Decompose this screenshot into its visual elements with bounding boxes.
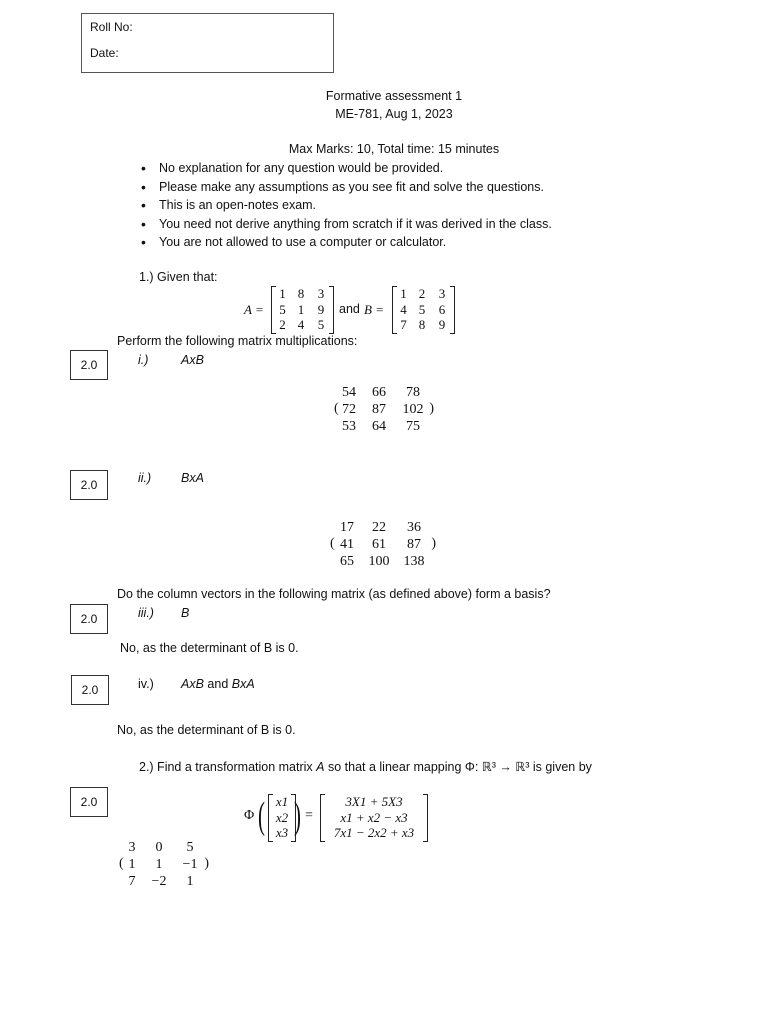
matrix-cell: 87 <box>407 537 421 552</box>
matrix-row <box>336 384 430 401</box>
vector-entry: x3 <box>275 825 289 840</box>
matrix-cell: 72 <box>342 402 356 417</box>
matrix-cell: 4 <box>297 317 305 332</box>
part-iv-number: iv.) <box>138 677 154 691</box>
mark-box-q1-iv: 2.0 <box>71 675 109 705</box>
matrix-row <box>121 856 205 873</box>
rule-item: • Please make any assumptions as you see fit and solve the questions. <box>138 178 698 197</box>
exam-title: Formative assessment 1 <box>325 89 463 103</box>
matrix-cell: 8 <box>418 317 426 332</box>
mark-box-q1-i: 2.0 <box>70 350 108 380</box>
matrix-b-label: B = <box>364 302 384 317</box>
part-i-number: i.) <box>138 353 149 367</box>
matrix-a <box>271 286 334 334</box>
matrix-cell: −1 <box>182 857 198 872</box>
paren-left: ( <box>334 401 339 416</box>
matrix-cell: 53 <box>342 419 356 434</box>
matrix-cell: 3 <box>438 286 446 301</box>
matrix-cell: 36 <box>407 520 421 535</box>
marks-time-line: Max Marks: 10, Total time: 15 minutes <box>288 142 500 156</box>
matrix-a-label: A = <box>244 302 264 317</box>
matrix-cell: 138 <box>403 554 425 569</box>
matrix-cell: 4 <box>400 301 407 317</box>
matrix-cell: 5 <box>418 301 426 317</box>
mark-box-q1-ii: 2.0 <box>70 470 108 500</box>
equals-sign: = <box>305 808 313 823</box>
q2-text-prefix: 2.) Find a transformation matrix <box>139 760 313 774</box>
matrix-cell: 3 <box>128 840 136 855</box>
student-info-box <box>81 13 334 73</box>
and-label: and <box>339 302 360 316</box>
big-paren-left: ( <box>258 795 265 837</box>
mark-box-q1-iii: 2.0 <box>70 604 108 634</box>
matrix-row <box>275 302 330 318</box>
matrix-cell: 66 <box>372 385 386 400</box>
matrix-cell: 87 <box>372 402 386 417</box>
rule-item: • This is an open-notes exam. <box>138 196 698 215</box>
paren-left: ( <box>330 536 335 551</box>
vector-entry: x2 <box>275 809 289 825</box>
matrix-cell: 1 <box>155 857 163 872</box>
paren-right: ) <box>429 401 434 416</box>
matrix-row <box>275 317 330 333</box>
matrix-cell: 2 <box>279 317 286 332</box>
course-date: ME-781, Aug 1, 2023 <box>335 107 453 121</box>
matrix-cell: 7 <box>128 874 136 889</box>
matrix-cell: 1 <box>297 301 305 317</box>
rule-item: • You need not derive anything from scratch if it was derived in the class. <box>138 215 698 234</box>
matrix-cell: 0 <box>155 840 163 855</box>
matrix-cell: 1 <box>400 286 407 301</box>
matrix-cell: 1 <box>128 857 136 872</box>
part-iii-label: B <box>181 606 190 620</box>
matrix-cell: 102 <box>402 402 424 417</box>
input-vector <box>268 794 296 842</box>
matrix-row <box>121 839 205 856</box>
rules-list <box>138 159 698 252</box>
part-iv-label-b: BxA <box>231 677 255 691</box>
matrix-b <box>392 286 455 334</box>
answer-matrix-i <box>330 384 440 438</box>
matrix-cell: 1 <box>279 286 286 301</box>
matrix-cell: 5 <box>186 840 194 855</box>
matrix-cell: 54 <box>342 385 356 400</box>
matrix-cell: 17 <box>340 520 354 535</box>
matrix-cell: 5 <box>279 301 286 317</box>
paren-right: ) <box>204 856 209 871</box>
answer-matrix-q2 <box>117 839 213 893</box>
mark-box-q2: 2.0 <box>70 787 108 817</box>
matrix-cell: 7 <box>400 317 407 332</box>
q2-text <box>139 759 592 774</box>
vector-entry: 3X1 + 5X3 <box>345 794 403 809</box>
matrix-row <box>332 536 432 553</box>
answer-matrix-ii <box>328 519 442 573</box>
matrix-cell: 2 <box>418 286 426 301</box>
matrix-row <box>336 418 430 435</box>
part-iii-answer: No, as the determinant of B is 0. <box>120 641 299 655</box>
paren-left: ( <box>119 856 124 871</box>
part-iv-and: and <box>207 677 229 691</box>
vector-entry: 7x1 − 2x2 + x3 <box>333 825 415 840</box>
matrix-cell: 75 <box>406 419 420 434</box>
big-paren-right: ) <box>294 795 301 837</box>
q1-instruction: Perform the following matrix multiplications: <box>117 334 358 348</box>
vector-entry: x1 + x2 − x3 <box>340 809 408 825</box>
q1-intro: 1.) Given that: <box>139 270 218 284</box>
matrix-cell: 65 <box>340 554 354 569</box>
matrix-cell: 9 <box>317 301 325 317</box>
q2-text-var: A <box>316 760 325 774</box>
matrix-cell: 9 <box>438 317 446 332</box>
matrix-cell: 6 <box>438 301 446 317</box>
matrix-row <box>396 317 451 333</box>
matrix-cell: 8 <box>297 286 305 301</box>
phi-symbol: Φ <box>244 808 255 823</box>
matrix-row <box>396 302 451 318</box>
matrix-row <box>332 519 432 536</box>
matrix-cell: 5 <box>317 317 325 332</box>
vector-entry: x1 <box>275 794 289 809</box>
matrix-row <box>396 286 451 302</box>
matrix-row <box>336 401 430 418</box>
matrix-cell: 3 <box>317 286 325 301</box>
q2-text-suffix: so that a linear mapping Φ: ℝ³ → ℝ³ is given by <box>327 760 592 774</box>
matrix-cell: 41 <box>340 537 354 552</box>
part-ii-label: BxA <box>181 471 204 485</box>
date-label: Date: <box>90 46 119 60</box>
part-iii-number: iii.) <box>138 606 154 620</box>
result-vector <box>320 794 428 842</box>
part-i-label: AxB <box>181 353 204 367</box>
matrix-row <box>275 286 330 302</box>
matrix-cell: 22 <box>372 520 386 535</box>
matrix-cell: 100 <box>368 554 390 569</box>
part-ii-number: ii.) <box>138 471 152 485</box>
matrix-cell: 64 <box>372 419 386 434</box>
matrix-cell: 78 <box>406 385 420 400</box>
matrix-row <box>121 873 205 890</box>
roll-no-label: Roll No: <box>90 20 133 34</box>
part-iv-answer: No, as the determinant of B is 0. <box>117 723 296 737</box>
rule-item: • You are not allowed to use a computer or calculator. <box>138 233 698 252</box>
matrix-cell: 61 <box>372 537 386 552</box>
basis-question: Do the column vectors in the following matrix (as defined above) form a basis? <box>117 587 551 601</box>
matrix-cell: 1 <box>186 874 194 889</box>
matrix-row <box>332 553 432 570</box>
rule-item: • No explanation for any question would be provided. <box>138 159 698 178</box>
paren-right: ) <box>431 536 436 551</box>
part-iv-label-a: AxB <box>181 677 204 691</box>
matrix-cell: −2 <box>151 874 167 889</box>
part-iv-label <box>181 677 255 691</box>
